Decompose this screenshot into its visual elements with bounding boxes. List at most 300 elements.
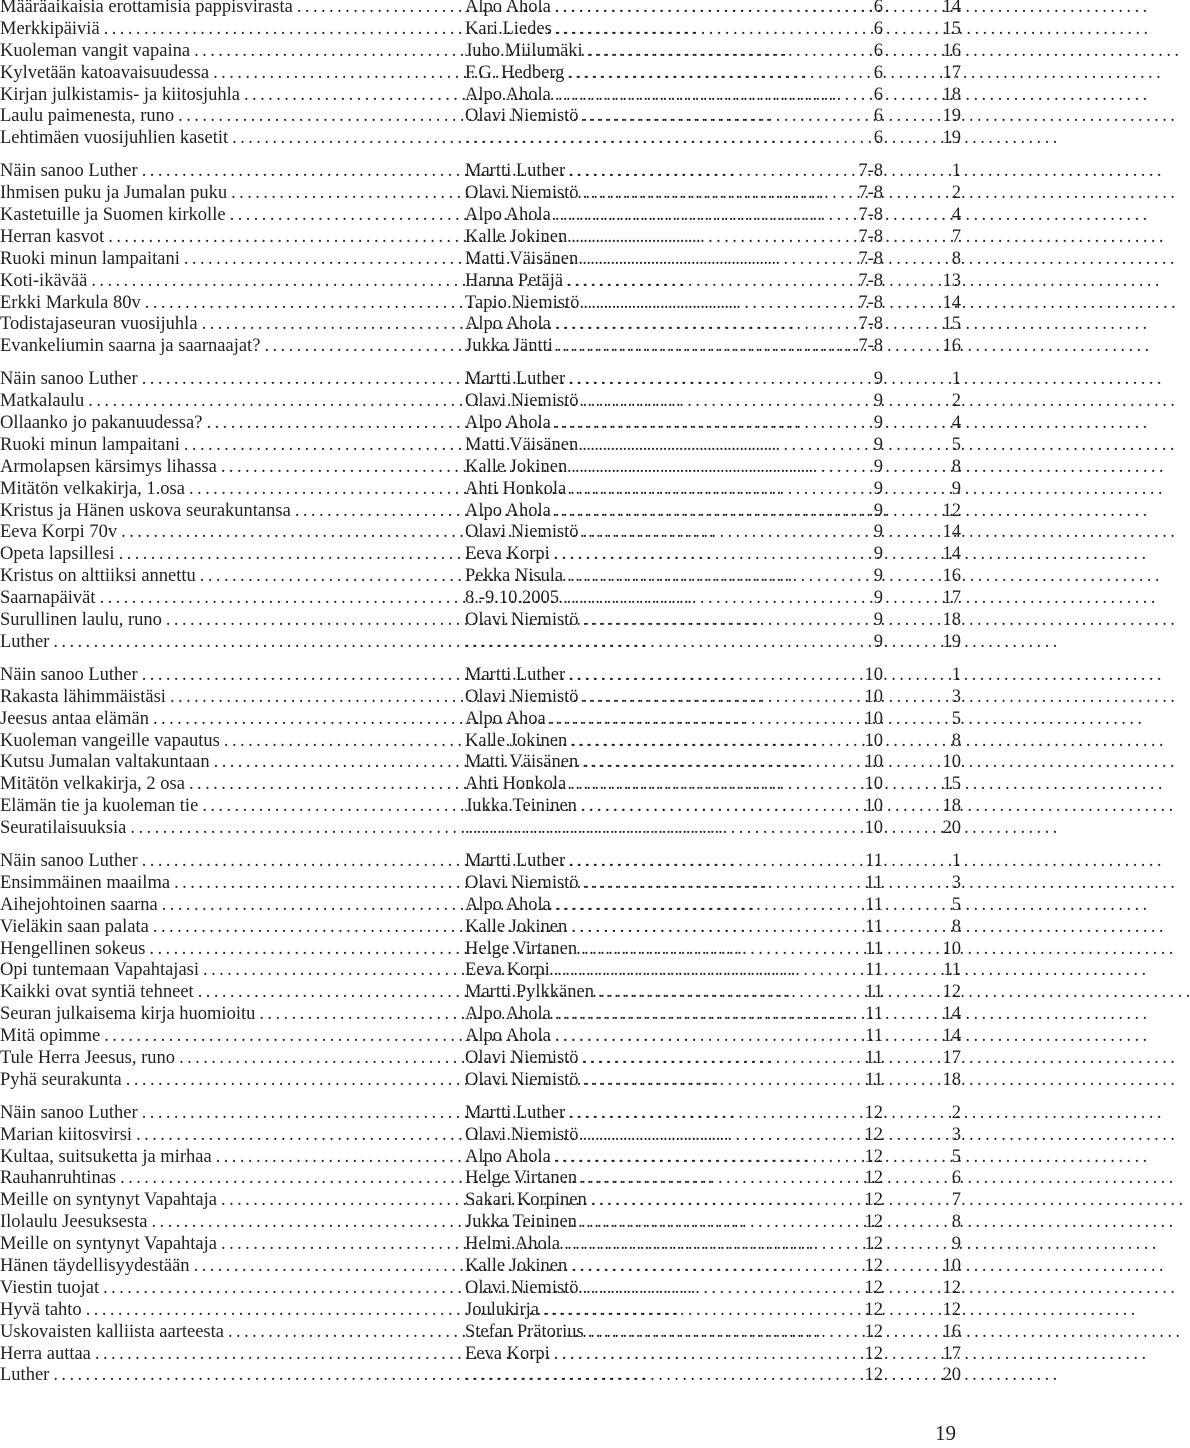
entry-issue: 12 (864, 1277, 883, 1298)
toc-entry (0, 731, 962, 753)
toc-entry (0, 128, 962, 150)
entry-title: Kuoleman vangit vapaina . . . (0, 41, 388, 63)
toc-entry (0, 479, 962, 501)
entry-author: Martti Luther . . . (465, 851, 851, 873)
entry-title: Erkki Markula 80v . . . (0, 293, 388, 315)
entry-title: Hänen täydellisyydestään . . . (0, 1256, 388, 1278)
entry-issue: 12 (864, 1190, 883, 1211)
toc-section (0, 0, 962, 150)
entry-title: Näin sanoo Luther . . . (0, 851, 388, 873)
toc-entry (0, 1147, 962, 1169)
entry-issue: 10 (864, 664, 883, 685)
entry-title: Pyhä seurakunta . . . (0, 1070, 388, 1092)
toc-entry (0, 1103, 962, 1125)
entry-issue: 9 (873, 588, 883, 609)
entry-page: 1 (951, 850, 961, 871)
toc-entry (0, 227, 962, 249)
toc-entry (0, 1070, 962, 1092)
toc-entry (0, 774, 962, 796)
entry-issue: 11 (865, 982, 883, 1003)
entry-page: 9 (951, 1234, 961, 1255)
entry-author: Kari Liedes . . . (465, 19, 851, 41)
entry-author: Alpo Ahola . . . (465, 0, 851, 19)
entry-issue: 9 (873, 478, 883, 499)
entry-issue: 10 (864, 686, 883, 707)
entry-page: 17 (942, 62, 961, 83)
toc-entry (0, 544, 962, 566)
entry-author: Olavi Niemistö . . . (465, 391, 851, 413)
entry-title: Ensimmäinen maailma . . . (0, 873, 388, 895)
toc-entry (0, 369, 962, 391)
entry-issue: 6 (873, 40, 883, 61)
entry-author: Helge Virtanen . . . (465, 1168, 851, 1190)
toc-entry (0, 106, 962, 128)
entry-author: Hanna Petäjä . . . (465, 271, 851, 293)
entry-page: 18 (942, 796, 961, 817)
entry-title: Armolapsen kärsimys lihassa . . . (0, 457, 388, 479)
entry-page: 1 (951, 664, 961, 685)
entry-page: 17 (942, 1343, 961, 1364)
toc-entry (0, 895, 962, 917)
entry-page: 10 (942, 938, 961, 959)
entry-title: Herra auttaa . . . (0, 1344, 388, 1366)
entry-page: 3 (951, 686, 961, 707)
entry-page: 14 (942, 0, 961, 17)
entry-page: 15 (942, 18, 961, 39)
entry-author: Olavi Niemistö . . . (465, 1125, 851, 1147)
entry-issue: 7-8 (858, 336, 883, 357)
entry-issue: 11 (865, 1069, 883, 1090)
toc-entry (0, 85, 962, 107)
entry-author: Jukka Jäntti . . . (465, 336, 851, 358)
entry-issue: 7-8 (858, 292, 883, 313)
entry-page: 18 (942, 610, 961, 631)
entry-page: 1 (951, 369, 961, 390)
entry-title: Uskovaisten kalliista aarteesta . . . (0, 1322, 388, 1344)
entry-title: Matkalaulu . . . (0, 391, 388, 413)
entry-issue: 11 (865, 916, 883, 937)
toc-entry (0, 939, 962, 961)
entry-title: Marian kiitosvirsi . . . (0, 1125, 388, 1147)
entry-title: Jeesus antaa elämän . . . (0, 709, 388, 731)
entry-author: Olavi Niemistö . . . (465, 873, 851, 895)
entry-issue: 10 (864, 730, 883, 751)
entry-author: Martti Luther . . . (465, 369, 851, 391)
entry-author: Matti Väisänen . . . (465, 435, 851, 457)
entry-issue: 12 (864, 1365, 883, 1386)
toc-entry (0, 1322, 962, 1344)
entry-author: Jukka Teininen . . . (465, 796, 851, 818)
entry-page: 8 (951, 916, 961, 937)
toc-entry (0, 63, 962, 85)
entry-title: Mitätön velkakirja, 2 osa . . . (0, 774, 388, 796)
entry-issue: 6 (873, 106, 883, 127)
entry-issue: 9 (873, 631, 883, 652)
entry-title: Herran kasvot . . . (0, 227, 388, 249)
entry-author: Kalle Jokinen . . . (465, 1256, 851, 1278)
entry-issue: 12 (864, 1212, 883, 1233)
entry-title: Saarnapäivät . . . (0, 588, 388, 610)
entry-title: Surullinen laulu, runo . . . (0, 610, 388, 632)
entry-author: Alpo Ahola . . . (465, 85, 851, 107)
entry-author: Olavi Niemistö . . . (465, 687, 851, 709)
entry-author: Kalle Jokinen . . . (465, 731, 851, 753)
entry-issue: 9 (873, 522, 883, 543)
entry-page: 1 (951, 161, 961, 182)
toc-entry (0, 336, 962, 358)
toc-entry (0, 1344, 962, 1366)
toc-entry (0, 982, 962, 1004)
entry-author: Martti Luther . . . (465, 1103, 851, 1125)
entry-title: Viestin tuojat . . . (0, 1278, 388, 1300)
entry-issue: 9 (873, 544, 883, 565)
entry-page: 8 (951, 730, 961, 751)
toc-entry (0, 1026, 962, 1048)
entry-author: Juho Miilumäki . . . (465, 41, 851, 63)
entry-author (465, 818, 851, 840)
entry-title: Evankeliumin saarna ja saarnaajat? . . . (0, 336, 388, 358)
entry-author: Pekka Nisula . . . (465, 566, 851, 588)
entry-issue: 9 (873, 500, 883, 521)
entry-issue: 12 (864, 1234, 883, 1255)
entry-issue: 7-8 (858, 161, 883, 182)
entry-page: 15 (942, 314, 961, 335)
entry-page: 14 (942, 292, 961, 313)
entry-page: 12 (942, 982, 961, 1003)
entry-author: Alpo Ahola . . . (465, 895, 851, 917)
entry-issue: 10 (864, 752, 883, 773)
entry-issue: 12 (864, 1299, 883, 1320)
entry-issue: 9 (873, 413, 883, 434)
entry-page: 12 (942, 1277, 961, 1298)
entry-page: 20 (942, 1365, 961, 1386)
toc-entry (0, 271, 962, 293)
entry-issue: 7-8 (858, 270, 883, 291)
entry-issue: 12 (864, 1255, 883, 1276)
entry-page: 10 (942, 752, 961, 773)
entry-issue: 12 (864, 1102, 883, 1123)
entry-title: Mitätön velkakirja, 1.osa . . . (0, 479, 388, 501)
entry-page: 3 (951, 1124, 961, 1145)
entry-page: 16 (942, 566, 961, 587)
toc-entry (0, 183, 962, 205)
entry-author: Ahti Honkola . . . (465, 479, 851, 501)
entry-author: Jukka Teininen . . . (465, 1212, 851, 1234)
entry-issue: 12 (864, 1321, 883, 1342)
toc-entry (0, 588, 962, 610)
entry-issue: 7-8 (858, 226, 883, 247)
entry-title: Meille on syntynyt Vapahtaja . . . (0, 1234, 388, 1256)
toc-entry (0, 632, 962, 654)
entry-author: Helge Virtanen . . . (465, 939, 851, 961)
entry-page: 18 (942, 84, 961, 105)
entry-author: Ahti Honkola . . . (465, 774, 851, 796)
entry-issue: 7-8 (858, 183, 883, 204)
entry-title: Meille on syntynyt Vapahtaja . . . (0, 1190, 388, 1212)
entry-author: Stefan Prätorius . . . (465, 1322, 851, 1344)
entry-page: 5 (951, 434, 961, 455)
entry-issue: 10 (864, 796, 883, 817)
entry-title: Koti-ikävää . . . (0, 271, 388, 293)
entry-issue: 11 (865, 960, 883, 981)
entry-title: Aihejohtoinen saarna . . . (0, 895, 388, 917)
entry-page: 14 (942, 544, 961, 565)
entry-title: Luther . . . (0, 1365, 388, 1387)
entry-issue: 6 (873, 0, 883, 17)
entry-author: Olavi Niemistö . . . (465, 610, 851, 632)
entry-title: Lehtimäen vuosijuhlien kasetit . . . (0, 128, 388, 150)
toc-entry (0, 314, 962, 336)
entry-page: 13 (942, 270, 961, 291)
entry-author: F.G. Hedberg . . . (465, 63, 851, 85)
entry-page: 19 (942, 631, 961, 652)
entry-page: 6 (951, 1168, 961, 1189)
toc-entry (0, 709, 962, 731)
toc-entry (0, 161, 962, 183)
entry-issue: 11 (865, 850, 883, 871)
entry-title: Kristus ja Hänen uskova seurakuntansa . . . (0, 501, 388, 523)
entry-title: Opi tuntemaan Vapahtajasi . . . (0, 960, 388, 982)
entry-page: 16 (942, 1321, 961, 1342)
entry-page: 2 (951, 183, 961, 204)
entry-issue: 11 (865, 894, 883, 915)
entry-title: Kutsu Jumalan valtakuntaan . . . (0, 752, 388, 774)
entry-title: Todistajaseuran vuosijuhla . . . (0, 314, 388, 336)
entry-title: Rakasta lähimmäistäsi . . . (0, 687, 388, 709)
entry-title: Kylvetään katoavaisuudessa . . . (0, 63, 388, 85)
entry-author: Kalle Jokinen . . . (465, 457, 851, 479)
entry-issue: 12 (864, 1168, 883, 1189)
entry-issue: 12 (864, 1343, 883, 1364)
toc-entry (0, 796, 962, 818)
toc-section (0, 369, 962, 654)
entry-title: Hengellinen sokeus . . . (0, 939, 388, 961)
entry-title: Kuoleman vangeille vapautus . . . (0, 731, 388, 753)
entry-issue: 11 (865, 872, 883, 893)
entry-title: Kultaa, suitsuketta ja mirhaa . . . (0, 1147, 388, 1169)
entry-author: Martti Pylkkänen . . . (465, 982, 851, 1004)
entry-issue: 9 (873, 369, 883, 390)
entry-title: Rauhanruhtinas . . . (0, 1168, 388, 1190)
toc-entry (0, 1004, 962, 1026)
entry-page: 14 (942, 522, 961, 543)
toc-entry (0, 1256, 962, 1278)
entry-page: 5 (951, 708, 961, 729)
entry-author: Alpo Ahola . . . (465, 314, 851, 336)
entry-title: Opeta lapsillesi . . . (0, 544, 388, 566)
entry-author: Eeva Korpi . . . (465, 1344, 851, 1366)
page-number: 19 (935, 1421, 956, 1445)
toc-entry (0, 1168, 962, 1190)
toc-entry (0, 19, 962, 41)
entry-page: 14 (942, 1026, 961, 1047)
entry-author: Olavi Niemistö . . . (465, 183, 851, 205)
entry-author: Joulukirja . . . (465, 1300, 851, 1322)
entry-title: Ihmisen puku ja Jumalan puku . . . (0, 183, 388, 205)
entry-title: Kastetuille ja Suomen kirkolle . . . (0, 205, 388, 227)
entry-issue: 7-8 (858, 314, 883, 335)
toc-entry (0, 413, 962, 435)
entry-author: Alpo Ahola . . . (465, 413, 851, 435)
entry-issue: 9 (873, 566, 883, 587)
entry-title: Seuran julkaisema kirja huomioitu . . . (0, 1004, 388, 1026)
entry-page: 7 (951, 1190, 961, 1211)
toc-entry (0, 851, 962, 873)
entry-issue: 6 (873, 62, 883, 83)
toc-entry (0, 752, 962, 774)
entry-title: Kirjan julkistamis- ja kiitosjuhla . . . (0, 85, 388, 107)
entry-page: 5 (951, 894, 961, 915)
entry-author: Matti Väisänen . . . (465, 249, 851, 271)
entry-issue: 10 (864, 774, 883, 795)
entry-issue: 9 (873, 456, 883, 477)
toc-section (0, 851, 962, 1092)
entry-issue: 9 (873, 434, 883, 455)
entry-issue: 11 (865, 1004, 883, 1025)
entry-page: 2 (951, 1102, 961, 1123)
toc-entry (0, 1125, 962, 1147)
entry-author: Eeva Korpi . . . (465, 960, 851, 982)
entry-page: 20 (942, 818, 961, 839)
entry-issue: 11 (865, 1026, 883, 1047)
toc-entry (0, 435, 962, 457)
entry-author: Kalle Jokinen . . . (465, 917, 851, 939)
entry-issue: 6 (873, 84, 883, 105)
entry-author: Olavi Niemistö . . . (465, 106, 851, 128)
entry-author: Olavi Niemistö . . . (465, 1048, 851, 1070)
entry-issue: 9 (873, 391, 883, 412)
entry-title: Vieläkin saan palata . . . (0, 917, 388, 939)
entry-issue: 11 (865, 938, 883, 959)
entry-page: 8 (951, 248, 961, 269)
entry-page: 12 (942, 1299, 961, 1320)
entry-title: Mitä opimme . . . (0, 1026, 388, 1048)
entry-author: Alpo Ahoa . . . (465, 709, 851, 731)
entry-title: Tule Herra Jeesus, runo . . . (0, 1048, 388, 1070)
entry-title: Määräaikaisia erottamisia pappisvirasta . . . (0, 0, 388, 19)
toc-entry (0, 818, 962, 840)
toc-section (0, 161, 962, 358)
entry-author: Tapio Niemistö . . . (465, 293, 851, 315)
entry-issue: 11 (865, 1047, 883, 1068)
entry-title: Kaikki ovat syntiä tehneet . . . (0, 982, 388, 1004)
entry-page: 9 (951, 478, 961, 499)
entry-page: 3 (951, 872, 961, 893)
entry-title: Merkkipäiviä . . . (0, 19, 388, 41)
toc-entry (0, 665, 962, 687)
toc-entry (0, 687, 962, 709)
entry-issue: 7-8 (858, 248, 883, 269)
entry-page: 17 (942, 588, 961, 609)
entry-author (465, 1365, 851, 1387)
toc-entry (0, 205, 962, 227)
entry-title: Kristus on alttiiksi annettu . . . (0, 566, 388, 588)
entry-page: 4 (951, 413, 961, 434)
entry-issue: 12 (864, 1146, 883, 1167)
entry-author: Alpo Ahola . . . (465, 1026, 851, 1048)
entry-author: Olavi Niemistö . . . (465, 522, 851, 544)
entry-title: Seuratilaisuuksia . . . (0, 818, 388, 840)
entry-title: Ilolaulu Jeesuksesta . . . (0, 1212, 388, 1234)
toc-section (0, 665, 962, 840)
entry-issue: 7-8 (858, 205, 883, 226)
entry-title: Ollaanko jo pakanuudessa? . . . (0, 413, 388, 435)
entry-issue: 12 (864, 1124, 883, 1145)
entry-page: 16 (942, 40, 961, 61)
entry-page: 19 (942, 106, 961, 127)
entry-page: 17 (942, 1047, 961, 1068)
toc-entry (0, 610, 962, 632)
entry-title: Näin sanoo Luther . . . (0, 369, 388, 391)
entry-author: Martti Luther . . . (465, 665, 851, 687)
entry-title: Luther . . . (0, 632, 388, 654)
entry-page: 16 (942, 336, 961, 357)
entry-page: 12 (942, 500, 961, 521)
entry-author: Kalle Jokinen . . . (465, 227, 851, 249)
toc-entry (0, 501, 962, 523)
entry-page: 4 (951, 205, 961, 226)
entry-author: Alpo Ahola . . . (465, 501, 851, 523)
entry-title: Ruoki minun lampaitani . . . (0, 435, 388, 457)
entry-page: 11 (943, 960, 961, 981)
entry-title: Näin sanoo Luther . . . (0, 665, 388, 687)
entry-author: Sakari Korpinen . . . (465, 1190, 851, 1212)
entry-author (465, 128, 851, 150)
toc-entry (0, 0, 962, 19)
entry-page: 8 (951, 456, 961, 477)
entry-page: 10 (942, 1255, 961, 1276)
toc-entry (0, 917, 962, 939)
toc-entry (0, 522, 962, 544)
toc-entry (0, 391, 962, 413)
toc-entry (0, 249, 962, 271)
entry-issue: 9 (873, 610, 883, 631)
entry-author: Olavi Niemistö . . . (465, 1070, 851, 1092)
entry-title: Laulu paimenesta, runo . . . (0, 106, 388, 128)
toc-entry (0, 457, 962, 479)
entry-author: Alpo Ahola . . . (465, 1004, 851, 1026)
toc-entry (0, 1365, 962, 1387)
entry-title: Eeva Korpi 70v . . . (0, 522, 388, 544)
entry-author: Alpo Ahola . . . (465, 1147, 851, 1169)
entry-title: Elämän tie ja kuoleman tie . . . (0, 796, 388, 818)
toc-entry (0, 1300, 962, 1322)
toc-entry (0, 873, 962, 895)
entry-author (465, 632, 851, 654)
entry-author: Olavi Niemistö . . . (465, 1278, 851, 1300)
toc-entry (0, 566, 962, 588)
toc-entry (0, 1234, 962, 1256)
toc-entry (0, 960, 962, 982)
entry-issue: 6 (873, 18, 883, 39)
entry-title: Hyvä tahto . . . (0, 1300, 388, 1322)
entry-author: Alpo Ahola . . . (465, 205, 851, 227)
entry-page: 18 (942, 1069, 961, 1090)
entry-author: 8.-9.10.2005 . . . (465, 588, 851, 610)
entry-issue: 10 (864, 708, 883, 729)
toc-entry (0, 1190, 962, 1212)
toc-entry (0, 1212, 962, 1234)
entry-author: Helmi Ahola . . . (465, 1234, 851, 1256)
entry-issue: 10 (864, 818, 883, 839)
entry-page: 14 (942, 1004, 961, 1025)
toc-entry (0, 41, 962, 63)
entry-author: Matti Väisänen . . . (465, 752, 851, 774)
entry-title: Näin sanoo Luther . . . (0, 161, 388, 183)
toc-entry (0, 1048, 962, 1070)
toc-section (0, 1103, 962, 1388)
entry-page: 19 (942, 128, 961, 149)
